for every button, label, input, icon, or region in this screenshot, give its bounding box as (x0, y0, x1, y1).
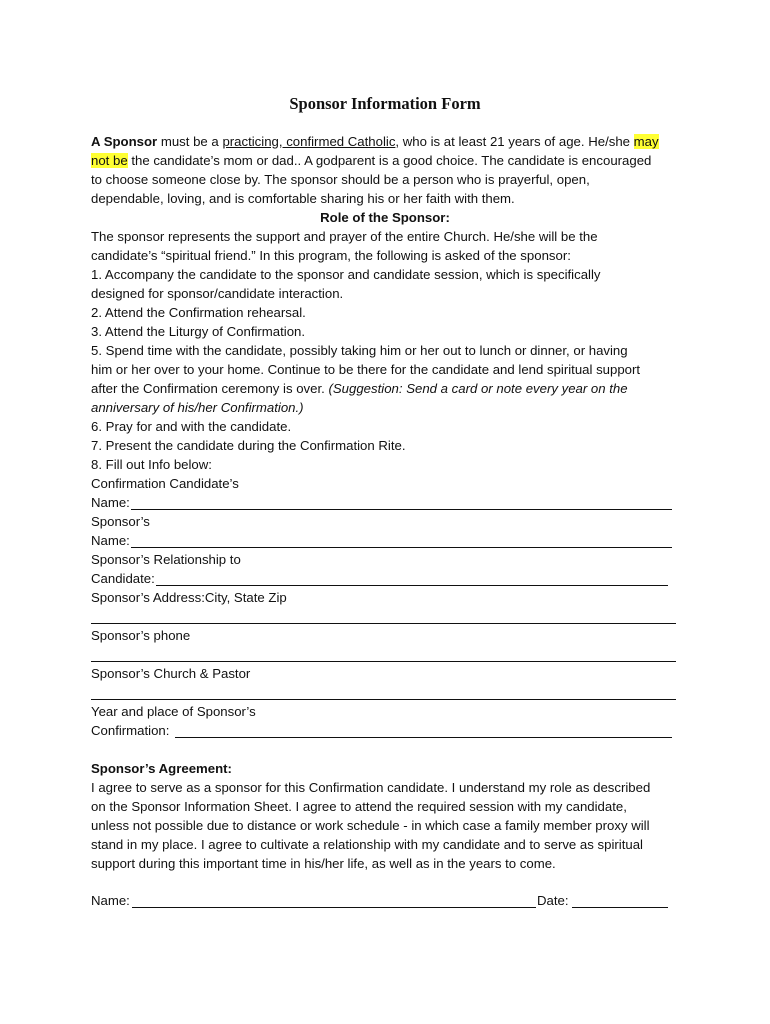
role-item-1: 1. Accompany the candidate to the sponsor and candidate session, which is specifically (91, 267, 601, 282)
phone-label: Sponsor’s phone (91, 628, 191, 643)
sponsor-name-label: Name: (91, 533, 130, 548)
intro-line-1 (91, 133, 659, 151)
highlight-not-be: not be (91, 153, 128, 168)
address-field[interactable] (91, 623, 676, 624)
church-label: Sponsor’s Church & Pastor (91, 666, 251, 681)
role-item-5-cont: him or her over to your home. Continue to be there for the candidate and lend spiritual support (91, 362, 641, 377)
role-item-5: 5. Spend time with the candidate, possibly taking him or her out to lunch or dinner, or having (91, 343, 628, 358)
signature-name-label: Name: (91, 893, 130, 908)
role-item-7: 7. Present the candidate during the Confirmation Rite. (91, 438, 406, 453)
agreement-heading: Sponsor’s Agreement: (91, 761, 232, 776)
role-item-2: 2. Attend the Confirmation rehearsal. (91, 305, 306, 320)
role-item-1-cont: designed for sponsor/candidate interaction. (91, 286, 344, 301)
relationship-label: Candidate: (91, 571, 155, 586)
date-label: Date: (537, 893, 569, 908)
intro-line-4: dependable, loving, and is comfortable sharing his or her faith with them. (91, 191, 515, 206)
role-text: The sponsor represents the support and prayer of the entire Church. He/she will be the (91, 229, 598, 244)
confirmation-field[interactable] (175, 737, 672, 738)
suggestion-text: (Suggestion: Send a card or note every year on the (328, 381, 628, 396)
agreement-text: stand in my place. I agree to cultivate a relationship with my candidate and to serve as spiritual (91, 837, 643, 852)
candidate-name-label: Name: (91, 495, 130, 510)
intro-text: , who is at least 21 years of age. He/she (395, 134, 634, 149)
intro-line-2 (91, 152, 651, 170)
practicing-catholic-text: practicing, confirmed Catholic (222, 134, 396, 149)
role-text: after the Confirmation ceremony is over. (91, 381, 329, 396)
role-text: candidate’s “spiritual friend.” In this program, the following is asked of the sponsor: (91, 248, 571, 263)
role-item-5-cont (91, 380, 628, 398)
intro-line-3: to choose someone close by. The sponsor should be a person who is prayerful, open, (91, 172, 590, 187)
role-item-3: 3. Attend the Liturgy of Confirmation. (91, 324, 306, 339)
suggestion-text: anniversary of his/her Confirmation.) (91, 400, 304, 415)
role-heading: Role of the Sponsor: (320, 210, 450, 225)
highlight-may: may (633, 134, 659, 149)
agreement-text: support during this important time in his/her life, as well as in the years to come. (91, 856, 556, 871)
agreement-text: unless not possible due to distance or work schedule - in which case a family member proxy will (91, 818, 650, 833)
page-title: Sponsor Information Form (289, 94, 481, 113)
candidate-name-field[interactable] (131, 509, 672, 510)
sponsor-lead: A Sponsor (91, 134, 158, 149)
address-label: Sponsor’s Address:City, State Zip (91, 590, 287, 605)
signature-name-field[interactable] (132, 907, 536, 908)
sponsor-name-label: Sponsor’s (91, 514, 150, 529)
relationship-field[interactable] (156, 585, 668, 586)
intro-text: the candidate’s mom or dad.. A godparent is a good choice. The candidate is encouraged (127, 153, 652, 168)
relationship-label: Sponsor’s Relationship to (91, 552, 241, 567)
role-item-8: 8. Fill out Info below: (91, 457, 212, 472)
church-field[interactable] (91, 699, 676, 700)
phone-field[interactable] (91, 661, 676, 662)
sponsor-name-field[interactable] (131, 547, 672, 548)
agreement-text: on the Sponsor Information Sheet. I agree to attend the required session with my candidate, (91, 799, 627, 814)
agreement-text: I agree to serve as a sponsor for this Confirmation candidate. I understand my role as described (91, 780, 651, 795)
confirmation-label: Year and place of Sponsor’s (91, 704, 256, 719)
date-field[interactable] (572, 907, 668, 908)
role-item-6: 6. Pray for and with the candidate. (91, 419, 292, 434)
intro-text: must be a (157, 134, 223, 149)
candidate-name-label: Confirmation Candidate’s (91, 476, 239, 491)
confirmation-label: Confirmation: (91, 723, 170, 738)
